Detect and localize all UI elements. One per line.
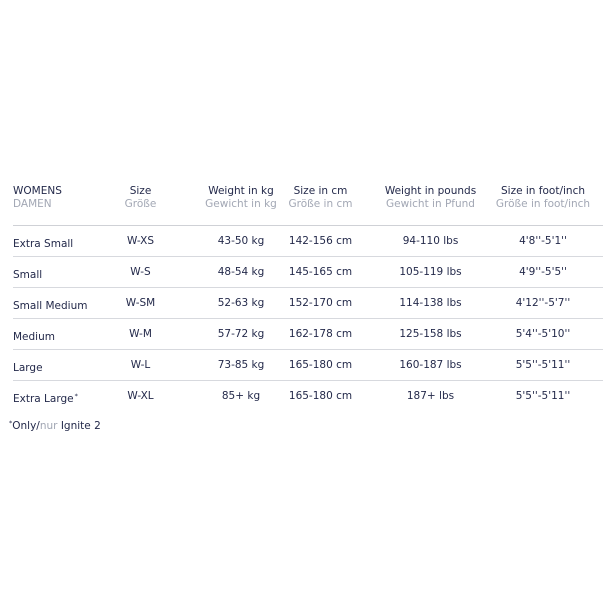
- row-weight-kg: 85+ kg: [221, 390, 261, 402]
- header-size-foot-inch: [488, 185, 598, 211]
- row-weight-kg: 73-85 kg: [217, 359, 265, 371]
- footnote-only-text: Only/: [12, 420, 40, 432]
- footnote: [9, 417, 101, 433]
- header-size-de: Größe: [124, 198, 157, 210]
- header-size-cm-de: Größe in cm: [288, 198, 353, 210]
- footnote-product-text: Ignite 2: [57, 420, 101, 432]
- row-size-foot-inch: 5'5''-5'11'': [515, 359, 571, 371]
- row-size-code: W-L: [130, 359, 151, 371]
- row-size-cm: 145-165 cm: [288, 266, 353, 278]
- header-size-cm-en: Size in cm: [293, 185, 348, 197]
- header-weight-pounds-en: Weight in pounds: [384, 185, 477, 197]
- row-size-name: [13, 297, 88, 313]
- footnote-mark: *: [9, 419, 13, 427]
- row-weight-kg: 48-54 kg: [217, 266, 265, 278]
- row-size-name-text: Extra Small: [13, 238, 74, 250]
- row-size-foot-inch: 5'5''-5'11'': [515, 390, 571, 402]
- row-size-name-text: Medium: [13, 331, 55, 343]
- row-size-cm: 152-170 cm: [288, 297, 353, 309]
- row-size-name: [13, 390, 78, 406]
- row-weight-pounds: 94-110 lbs: [402, 235, 459, 247]
- row-size-foot-inch: 4'12''-5'7'': [515, 297, 571, 309]
- header-weight-kg: [191, 185, 291, 211]
- header-weight-kg-en: Weight in kg: [208, 185, 274, 197]
- header-size: [108, 185, 173, 211]
- row-size-cm: 165-180 cm: [288, 390, 353, 402]
- header-weight-kg-de: Gewicht in kg: [205, 198, 277, 210]
- header-size-foot-inch-en: Size in foot/inch: [501, 185, 585, 197]
- table-row: [13, 319, 603, 350]
- row-size-name-text: Extra Large: [13, 393, 74, 405]
- row-weight-kg: 52-63 kg: [217, 297, 265, 309]
- row-size-code: W-M: [129, 328, 152, 340]
- header-weight-pounds-de: Gewicht in Pfund: [386, 198, 475, 210]
- row-weight-pounds: 187+ lbs: [406, 390, 455, 402]
- footnote-nur-text: nur: [39, 420, 58, 432]
- header-size-foot-inch-de: Größe in foot/inch: [495, 198, 591, 210]
- header-womens-en: WOMENS: [13, 185, 62, 197]
- row-weight-pounds: 105-119 lbs: [399, 266, 462, 278]
- row-size-name: [13, 328, 56, 344]
- table-row: [13, 257, 603, 288]
- row-size-cm: 165-180 cm: [288, 359, 353, 371]
- row-size-name-text: Small: [13, 269, 43, 281]
- header-size-en: Size: [129, 185, 152, 197]
- table-row: [13, 226, 603, 257]
- row-weight-kg: 57-72 kg: [217, 328, 265, 340]
- row-size-code: W-XS: [126, 235, 155, 247]
- row-size-foot-inch: 4'8''-5'1'': [519, 235, 567, 247]
- row-size-code: W-XL: [127, 390, 154, 402]
- size-chart-table: [13, 185, 603, 411]
- row-size-foot-inch: 5'4''-5'10'': [515, 328, 571, 340]
- row-size-code: W-S: [130, 266, 151, 278]
- row-size-name-text: Large: [13, 362, 43, 374]
- header-weight-pounds: [378, 185, 483, 211]
- row-size-name: [13, 359, 44, 375]
- row-size-name: [13, 266, 43, 282]
- header-size-cm: [283, 185, 358, 211]
- footnote-mark: *: [74, 392, 78, 400]
- table-row: [13, 288, 603, 319]
- row-weight-pounds: 114-138 lbs: [399, 297, 462, 309]
- header-womens-de: DAMEN: [13, 198, 52, 210]
- row-size-name: [13, 235, 74, 251]
- row-size-cm: 142-156 cm: [288, 235, 353, 247]
- table-row: [13, 381, 603, 411]
- row-size-name-text: Small Medium: [13, 300, 88, 312]
- table-header-row: [13, 185, 603, 226]
- row-weight-pounds: 125-158 lbs: [399, 328, 462, 340]
- header-womens: [13, 185, 62, 211]
- table-row: [13, 350, 603, 381]
- row-weight-kg: 43-50 kg: [217, 235, 265, 247]
- row-size-cm: 162-178 cm: [288, 328, 353, 340]
- row-size-foot-inch: 4'9''-5'5'': [519, 266, 567, 278]
- row-weight-pounds: 160-187 lbs: [399, 359, 462, 371]
- row-size-code: W-SM: [125, 297, 156, 309]
